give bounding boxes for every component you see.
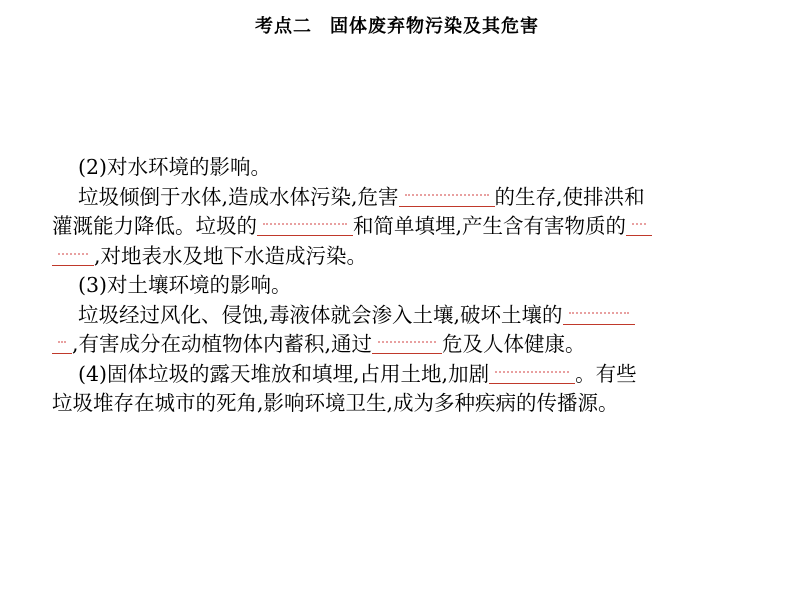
text: 危及人体健康。 bbox=[442, 332, 586, 356]
main-content bbox=[52, 153, 752, 419]
p4-line-1 bbox=[52, 360, 752, 390]
p4-line-2: 垃圾堆存在城市的死角,影响环境卫生,成为多种疾病的传播源。 bbox=[52, 391, 619, 415]
blank-field bbox=[52, 331, 72, 354]
blank-field bbox=[489, 361, 575, 384]
p2-line-2 bbox=[52, 212, 752, 242]
text: ,对地表水及地下水造成污染。 bbox=[94, 243, 368, 268]
text: ,有害成分在动植物体内蓄积,通过 bbox=[72, 332, 373, 356]
blank-field bbox=[626, 213, 652, 236]
text: 。有些 bbox=[575, 361, 637, 386]
page-title bbox=[0, 12, 794, 38]
blank-field bbox=[372, 331, 442, 354]
text: 灌溉能力降低。垃圾的 bbox=[52, 214, 257, 238]
p3-heading: (3)对土壤环境的影响。 bbox=[78, 273, 292, 297]
p2-heading: (2)对水环境的影响。 bbox=[78, 155, 272, 179]
blank-field bbox=[563, 302, 635, 325]
text: 垃圾倾倒于水体,造成水体污染,危害 bbox=[78, 184, 399, 209]
blank-field bbox=[52, 243, 94, 266]
text: 垃圾经过风化、侵蚀,毒液体就会渗入土壤,破坏土壤的 bbox=[78, 302, 563, 327]
p3-line-2 bbox=[52, 330, 752, 360]
blank-field bbox=[399, 184, 495, 207]
topic-title: 固体废弃物污染及其危害 bbox=[330, 16, 539, 37]
text: 和简单填埋,产生含有害物质的 bbox=[353, 214, 627, 238]
section-label: 考点二 bbox=[255, 16, 312, 37]
p2-line-3 bbox=[52, 242, 752, 272]
text: (4)固体垃圾的露天堆放和填埋,占用土地,加剧 bbox=[78, 361, 490, 386]
p2-line-1 bbox=[52, 183, 752, 213]
text: 的生存,使排洪和 bbox=[494, 184, 645, 209]
p3-line-1 bbox=[52, 301, 752, 331]
blank-field bbox=[257, 213, 353, 236]
